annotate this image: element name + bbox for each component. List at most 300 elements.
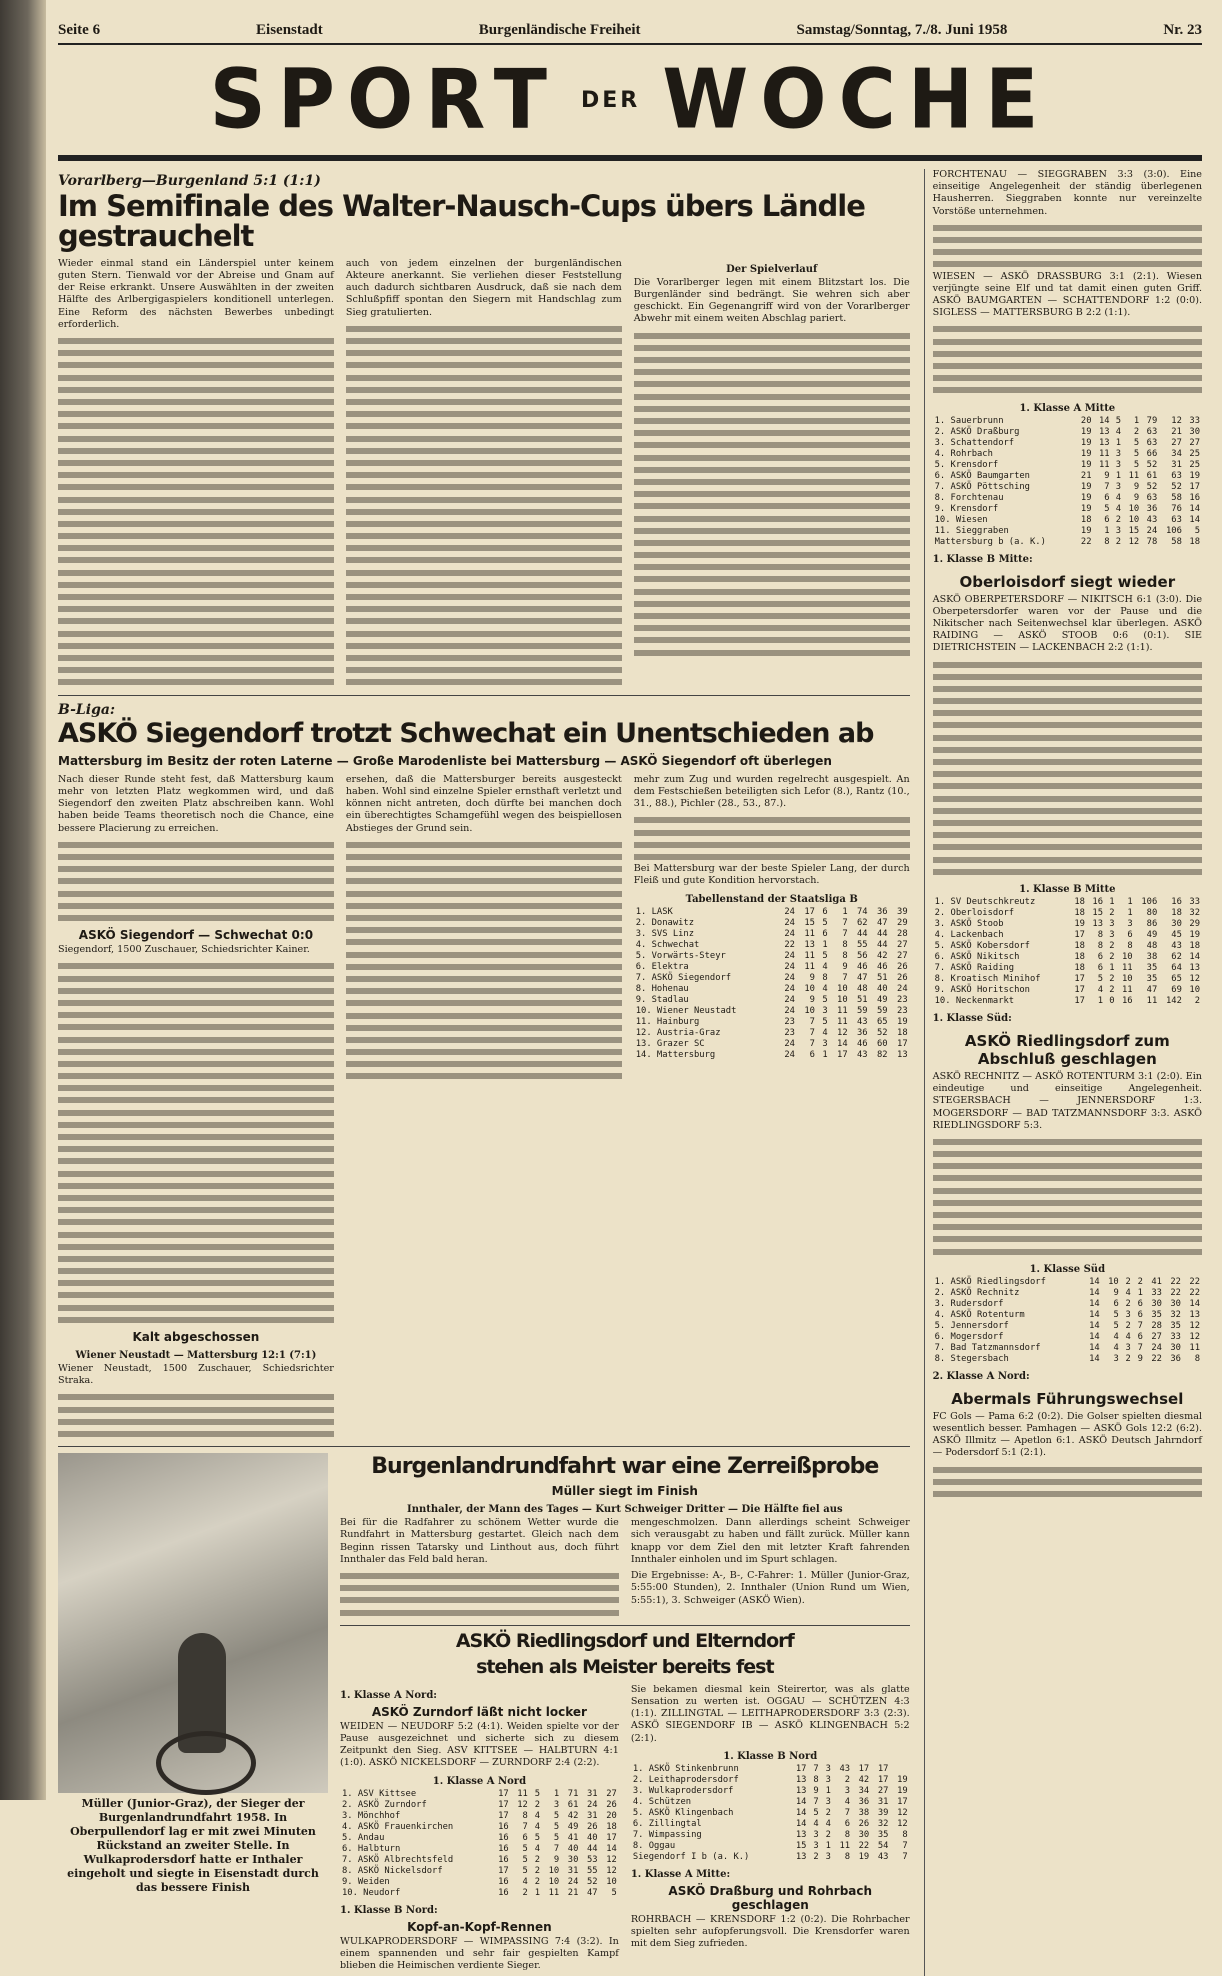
stat-cell: 1 bbox=[822, 939, 828, 950]
rundfahrt-col-1 bbox=[340, 1517, 619, 1619]
an-text: FC Gols — Pama 6:2 (0:2). Die Golser spielten diesmal wesentlich besser. Pamhagen — ASKÖ Gols 12:2 (6:2). ASKÖ Illmitz — Apetlon 6:1. ASKÖ Deutsch Jahrndorf — Podersdorf 5:1 (2:1). bbox=[932, 1410, 1202, 1459]
stat-cell: 21 bbox=[1171, 426, 1182, 437]
stat-cell: 1 bbox=[1127, 907, 1133, 918]
stat-cell: 8 bbox=[1127, 940, 1133, 951]
stat-cell: 22 bbox=[1189, 1287, 1200, 1298]
text-line bbox=[346, 530, 622, 542]
table-row bbox=[634, 995, 910, 1006]
stat-cell: 17 bbox=[498, 1810, 509, 1821]
text-line bbox=[346, 469, 622, 481]
stat-cell: 43 bbox=[857, 1016, 868, 1027]
text-line bbox=[58, 603, 334, 615]
stat-cell: 3 bbox=[825, 1796, 831, 1807]
stat-cell: 2 bbox=[825, 1829, 831, 1840]
bliga-col-3 bbox=[634, 774, 910, 1440]
stat-cell: 1 bbox=[1115, 470, 1122, 481]
text-line bbox=[58, 1168, 334, 1180]
meister-text-1: WEIDEN — NEUDORF 5:2 (4:1). Weiden spielte vor der Pause ausgezeichnet und sicherte sich zu diesem Zeitpunkt den Sieg. ASV KITTSEE — HALBTURN 4:1 (1:0). ASKÖ NICKELSDORF — ZURNDORF 2:4 (2:2). bbox=[340, 1720, 619, 1769]
stat-cell: 5 bbox=[813, 1807, 819, 1818]
stat-cell: 7 bbox=[842, 928, 848, 939]
stat-cell: 14 bbox=[1089, 1287, 1100, 1298]
text-line bbox=[634, 525, 910, 537]
meister-text-2: Sie bekamen diesmal kein Steirertor, was als glatte Sensation zu werten ist. OGGAU — SCHÜTZEN 4:3 (1:1). ZILLINGTAL — LEITHAPRODERSDORF 3:3 (2:3). ASKÖ SIEGENDORF IB — ASKÖ KLINGENBACH 5:2 (2:1). bbox=[630, 1683, 910, 1744]
text-line bbox=[346, 839, 622, 851]
text-line bbox=[58, 1404, 334, 1416]
main-column bbox=[58, 169, 910, 1976]
text-line bbox=[933, 1476, 1202, 1488]
stat-cell: 16 bbox=[498, 1843, 509, 1854]
table-row bbox=[340, 1877, 619, 1888]
sud-text: ASKÖ RECHNITZ — ASKÖ ROTENTURM 3:1 (2:0). Ein eindeutige und einseitige Angelegenheit. STEGERSBACH — JENNERSDORF 1:3. MOGERSDORF — BAD TATZMANNSDORF 3:3. ASKÖ RIEDLINGSDORF 5:3. bbox=[932, 1070, 1202, 1131]
stat-cell: 11 bbox=[804, 950, 815, 961]
stat-cell: 12 bbox=[606, 1865, 617, 1876]
stat-cell: 11 bbox=[1146, 995, 1158, 1006]
city: Eisenstadt bbox=[256, 22, 323, 38]
text-line bbox=[634, 827, 910, 839]
stat-cell: 3 bbox=[844, 1785, 851, 1796]
stat-cell: 10 bbox=[1128, 503, 1140, 514]
stat-cell: 60 bbox=[876, 1038, 888, 1049]
text-line bbox=[634, 598, 910, 610]
stat-cell: 17 bbox=[1074, 973, 1085, 984]
text-line bbox=[346, 591, 622, 603]
text-line bbox=[58, 863, 334, 875]
stat-cell: 9 bbox=[1113, 1287, 1119, 1298]
text-line bbox=[58, 384, 334, 396]
stat-cell: 63 bbox=[1146, 426, 1158, 437]
stat-cell: 66 bbox=[1146, 448, 1158, 459]
stat-cell: 16 bbox=[498, 1887, 509, 1898]
table-row bbox=[933, 974, 1202, 985]
stat-cell: 22 bbox=[858, 1840, 870, 1851]
bliga-article bbox=[58, 702, 910, 1441]
stat-cell: 19 bbox=[897, 1785, 908, 1796]
team-name: 9. ASKÖ Horitschon bbox=[934, 984, 1030, 995]
text-line bbox=[346, 851, 622, 863]
stat-cell: 10 bbox=[606, 1876, 617, 1887]
stat-cell: 6 bbox=[809, 1049, 815, 1060]
text-line bbox=[58, 1428, 334, 1440]
team-name: 10. Neudorf bbox=[342, 1887, 401, 1898]
stat-cell: 17 bbox=[804, 906, 815, 917]
team-name: 4. Rohrbach bbox=[934, 448, 993, 459]
stat-cell: 42 bbox=[567, 1810, 579, 1821]
team-name: 6. Zillingtal bbox=[632, 1818, 702, 1829]
stat-cell: 2 bbox=[1109, 973, 1115, 984]
stat-cell: 24 bbox=[784, 928, 795, 939]
text-line bbox=[346, 433, 622, 445]
text-line bbox=[58, 506, 334, 518]
text-line bbox=[634, 378, 910, 390]
stat-cell: 71 bbox=[567, 1788, 579, 1799]
text-line bbox=[346, 628, 622, 640]
side-column bbox=[924, 169, 1202, 1976]
text-line bbox=[933, 866, 1202, 878]
text-line bbox=[346, 372, 622, 384]
stat-cell: 8 bbox=[1097, 940, 1104, 951]
stat-cell: 17 bbox=[877, 1774, 889, 1785]
text-line bbox=[634, 488, 910, 500]
text-line bbox=[58, 1082, 334, 1094]
table-row bbox=[340, 1800, 619, 1811]
text-line bbox=[346, 997, 622, 1009]
bicycle-wheel bbox=[156, 1731, 256, 1795]
stat-cell: 3 bbox=[1115, 459, 1122, 470]
stat-cell: 2 bbox=[1125, 1353, 1131, 1364]
stat-cell: 2 bbox=[1125, 1298, 1131, 1309]
table-row bbox=[631, 1830, 910, 1841]
stat-cell: 14 bbox=[1089, 1320, 1100, 1331]
text-line bbox=[346, 615, 622, 627]
stat-cell: 11 bbox=[1122, 962, 1133, 973]
bliga-kicker: B-Liga: bbox=[58, 701, 116, 718]
text-line bbox=[58, 652, 334, 664]
stat-cell: 30 bbox=[567, 1854, 579, 1865]
stat-cell: 40 bbox=[876, 983, 888, 994]
text-line bbox=[634, 647, 910, 659]
stat-cell: 5 bbox=[553, 1810, 560, 1821]
text-line bbox=[346, 567, 622, 579]
text-line bbox=[58, 1180, 334, 1192]
text-line bbox=[58, 628, 334, 640]
klasse-a-mitte-table bbox=[933, 416, 1202, 548]
table-row bbox=[340, 1789, 619, 1800]
stat-cell: 2 bbox=[1137, 1276, 1143, 1287]
team-name: 3. ASKÖ Stoob bbox=[934, 918, 1004, 929]
team-name: 2. ASKÖ Rechnitz bbox=[934, 1287, 1020, 1298]
text-line bbox=[58, 469, 334, 481]
text-line bbox=[346, 640, 622, 652]
team-name: 5. Vorwärts-Steyr bbox=[635, 950, 726, 961]
stat-cell: 40 bbox=[586, 1832, 598, 1843]
stat-cell: 35 bbox=[877, 1829, 889, 1840]
text-line bbox=[58, 1277, 334, 1289]
stat-cell: 4 bbox=[1125, 1287, 1131, 1298]
game2-sub: Wiener Neustadt — Mattersburg 12:1 (7:1) bbox=[75, 1350, 317, 1362]
stat-cell: 8 bbox=[822, 972, 828, 983]
stat-cell: 14 bbox=[1098, 415, 1110, 426]
text-line bbox=[58, 912, 334, 924]
stat-cell: 54 bbox=[877, 1840, 889, 1851]
stat-cell: 5 bbox=[822, 917, 828, 928]
text-line bbox=[58, 372, 334, 384]
stat-cell: 106 bbox=[1166, 525, 1182, 536]
table-row bbox=[631, 1764, 910, 1775]
stat-cell: 7 bbox=[809, 1038, 815, 1049]
klasse-a-nord-table bbox=[340, 1789, 619, 1899]
stat-cell: 15 bbox=[795, 1840, 807, 1851]
stat-cell: 10 bbox=[837, 994, 848, 1005]
table-bm-title: 1. Klasse B Mitte bbox=[1019, 883, 1116, 895]
stat-cell: 2 bbox=[825, 1807, 831, 1818]
stat-cell: 19 bbox=[897, 1016, 908, 1027]
stat-cell: 43 bbox=[877, 1851, 889, 1862]
table-row bbox=[933, 1332, 1202, 1343]
divider bbox=[58, 695, 910, 696]
stat-cell: 35 bbox=[1146, 973, 1158, 984]
stat-cell: 4 bbox=[534, 1843, 541, 1854]
stat-cell: 36 bbox=[1170, 1353, 1181, 1364]
team-name: 9. Krensdorf bbox=[934, 503, 999, 514]
stat-cell: 2 bbox=[1109, 951, 1115, 962]
team-name: 6. Elektra bbox=[635, 961, 689, 972]
text-line bbox=[58, 973, 334, 985]
stat-cell: 44 bbox=[586, 1843, 598, 1854]
stat-cell: 14 bbox=[1189, 514, 1200, 525]
stat-cell: 4 bbox=[822, 1027, 828, 1038]
text-line bbox=[634, 439, 910, 451]
team-name: 1. ASKÖ Stinkenbrunn bbox=[632, 1763, 739, 1774]
stat-cell: 26 bbox=[606, 1799, 617, 1810]
klasse-sud-table bbox=[933, 1277, 1202, 1365]
text-line bbox=[933, 258, 1202, 270]
bliga-headline: ASKÖ Siegendorf trotzt Schwechat ein Unentschieden ab bbox=[58, 717, 874, 749]
stat-cell: 6 bbox=[1127, 929, 1133, 940]
team-name: 8. ASKÖ Nickelsdorf bbox=[342, 1865, 443, 1876]
text-line bbox=[58, 1143, 334, 1155]
stat-cell: 5 bbox=[1113, 1320, 1119, 1331]
text-line bbox=[58, 408, 334, 420]
text-line bbox=[346, 1058, 622, 1070]
stat-cell: 12 bbox=[897, 1807, 908, 1818]
team-name: 5. ASKÖ Klingenbach bbox=[632, 1807, 734, 1818]
stat-cell: 47 bbox=[586, 1887, 598, 1898]
stat-cell: 8 bbox=[1097, 929, 1104, 940]
stat-cell: 51 bbox=[876, 972, 888, 983]
table-row bbox=[340, 1811, 619, 1822]
stat-cell: 34 bbox=[858, 1785, 870, 1796]
stat-cell: 30 bbox=[858, 1829, 870, 1840]
stat-cell: 33 bbox=[1189, 415, 1200, 426]
stat-cell: 2 bbox=[1115, 536, 1122, 547]
text-line bbox=[58, 396, 334, 408]
stat-cell: 142 bbox=[1166, 995, 1182, 1006]
stat-cell: 1 bbox=[822, 1049, 828, 1060]
team-name: 6. ASKÖ Baumgarten bbox=[934, 470, 1030, 481]
stat-cell: 14 bbox=[1089, 1309, 1100, 1320]
stat-cell: 16 bbox=[498, 1832, 509, 1843]
text-line bbox=[346, 335, 622, 347]
text-line bbox=[933, 719, 1202, 731]
stat-cell: 22 bbox=[1151, 1353, 1162, 1364]
stat-cell: 7 bbox=[809, 1027, 815, 1038]
binding-spine bbox=[0, 0, 46, 1800]
game2-title: Kalt abgeschossen bbox=[132, 1330, 260, 1345]
team-name: 7. ASKÖ Raiding bbox=[934, 962, 1015, 973]
team-name: 3. Schattendorf bbox=[934, 437, 1015, 448]
banner-der: DER bbox=[581, 87, 641, 113]
text-line bbox=[346, 481, 622, 493]
stat-cell: 17 bbox=[897, 1038, 908, 1049]
stat-cell: 11 bbox=[1128, 470, 1140, 481]
stat-cell: 21 bbox=[567, 1887, 579, 1898]
table-row bbox=[933, 482, 1202, 493]
table-row bbox=[634, 1050, 910, 1061]
text-line bbox=[933, 222, 1202, 234]
stat-cell: 47 bbox=[857, 972, 868, 983]
table-row bbox=[933, 1321, 1202, 1332]
stat-cell: 9 bbox=[1104, 470, 1110, 481]
team-name: 3. SVS Linz bbox=[635, 928, 695, 939]
table-row bbox=[933, 985, 1202, 996]
team-name: 2. ASKÖ Zurndorf bbox=[342, 1799, 427, 1810]
text-line bbox=[58, 579, 334, 591]
text-line bbox=[58, 1253, 334, 1265]
text-line bbox=[634, 403, 910, 415]
text-line bbox=[933, 695, 1202, 707]
stat-cell: 11 bbox=[804, 961, 815, 972]
text-line bbox=[58, 481, 334, 493]
stat-cell: 22 bbox=[1170, 1276, 1181, 1287]
text-line bbox=[58, 347, 334, 359]
issue-number: Nr. 23 bbox=[1163, 22, 1202, 38]
table-row bbox=[933, 471, 1202, 482]
stat-cell: 5 bbox=[1097, 973, 1104, 984]
stat-cell: 36 bbox=[858, 1796, 870, 1807]
bliga-text-3b: Bei Mattersburg war der beste Spieler Lang, der durch Fleiß und gute Kondition hervorstach. bbox=[633, 863, 910, 887]
stat-cell: 63 bbox=[1171, 514, 1182, 525]
stat-cell: 8 bbox=[902, 1829, 908, 1840]
stat-cell: 18 bbox=[1074, 896, 1085, 907]
team-name: 2. Oberloisdorf bbox=[934, 907, 1015, 918]
stat-cell: 80 bbox=[1146, 907, 1158, 918]
bliga-subhead: Mattersburg im Besitz der roten Laterne — Große Marodenliste bei Mattersburg — ASKÖ Siegendorf oft überlegen bbox=[58, 753, 832, 768]
table-row bbox=[631, 1775, 910, 1786]
page-number: Seite 6 bbox=[58, 22, 101, 38]
stat-cell: 3 bbox=[1109, 929, 1115, 940]
stat-cell: 29 bbox=[897, 917, 908, 928]
stat-cell: 24 bbox=[784, 972, 795, 983]
stat-cell: 49 bbox=[1146, 929, 1158, 940]
table-row bbox=[634, 1006, 910, 1017]
stat-cell: 62 bbox=[1171, 951, 1182, 962]
team-name: 4. Lackenbach bbox=[934, 929, 1004, 940]
stat-cell: 6 bbox=[1097, 951, 1104, 962]
banner-woche: WOCHE bbox=[662, 52, 1051, 148]
stat-cell: 5 bbox=[522, 1854, 528, 1865]
stat-cell: 31 bbox=[1171, 459, 1182, 470]
table-row bbox=[933, 493, 1202, 504]
text-line bbox=[933, 1246, 1202, 1258]
table-row bbox=[933, 1277, 1202, 1288]
stat-cell: 5 bbox=[611, 1887, 617, 1898]
stat-cell: 35 bbox=[1170, 1320, 1181, 1331]
table-row bbox=[340, 1833, 619, 1844]
stat-cell: 2 bbox=[1115, 514, 1122, 525]
meister-headline-1: ASKÖ Riedlingsdorf und Elterndorf bbox=[455, 1629, 794, 1652]
stat-cell: 31 bbox=[567, 1865, 579, 1876]
an-label: 2. Klasse A Nord: bbox=[932, 1370, 1030, 1382]
stat-cell: 17 bbox=[498, 1788, 509, 1799]
text-line bbox=[933, 817, 1202, 829]
stat-cell: 6 bbox=[1104, 492, 1110, 503]
lead-text-2: auch von jedem einzelnen der burgenländischen Akteure anerkannt. Sie verliehen dieser Feststellung auch dadurch sichtbaren Ausdruck, daß sie nach dem Schlußpfiff spontan den Siegern mit Handschlag zum Sieg gratulierten. bbox=[345, 257, 622, 318]
stat-cell: 2 bbox=[1133, 426, 1140, 437]
stat-cell: 34 bbox=[1171, 448, 1182, 459]
stat-cell: 7 bbox=[1137, 1342, 1143, 1353]
text-line bbox=[58, 433, 334, 445]
stat-cell: 24 bbox=[586, 1799, 598, 1810]
stat-cell: 43 bbox=[1171, 940, 1182, 951]
text-line bbox=[933, 1185, 1202, 1197]
stat-cell: 20 bbox=[606, 1810, 617, 1821]
table-row bbox=[933, 515, 1202, 526]
stat-cell: 10 bbox=[1128, 514, 1140, 525]
stat-cell: 2 bbox=[534, 1865, 541, 1876]
stat-cell: 19 bbox=[1074, 918, 1085, 929]
text-line bbox=[58, 494, 334, 506]
stat-cell: 2 bbox=[1194, 995, 1200, 1006]
stat-cell: 21 bbox=[1080, 470, 1092, 481]
team-name: 2. Leithaprodersdorf bbox=[632, 1774, 739, 1785]
stat-cell: 17 bbox=[606, 1832, 617, 1843]
text-line bbox=[933, 246, 1202, 258]
text-line bbox=[933, 1488, 1202, 1500]
text-line bbox=[58, 457, 334, 469]
stat-cell: 26 bbox=[858, 1818, 870, 1829]
stat-cell: 19 bbox=[1080, 448, 1092, 459]
kopf-title: Kopf-an-Kopf-Rennen bbox=[407, 1919, 552, 1934]
stat-cell: 9 bbox=[1133, 492, 1140, 503]
stat-cell: 3 bbox=[825, 1851, 831, 1862]
stat-cell: 24 bbox=[784, 1038, 795, 1049]
stat-cell: 24 bbox=[784, 961, 795, 972]
rundfahrt-headline: Burgenlandrundfahrt war eine Zerreißprobe bbox=[371, 1454, 879, 1480]
stat-cell: 7 bbox=[813, 1763, 819, 1774]
text-line bbox=[58, 997, 334, 1009]
text-line bbox=[58, 888, 334, 900]
table-row bbox=[933, 526, 1202, 537]
stat-cell: 30 bbox=[1171, 918, 1182, 929]
text-line bbox=[933, 1160, 1202, 1172]
klasse-a-nord-label: 1. Klasse A Nord: bbox=[340, 1689, 437, 1701]
stat-cell: 3 bbox=[825, 1774, 831, 1785]
stat-cell: 12 bbox=[606, 1854, 617, 1865]
stat-cell: 23 bbox=[897, 994, 908, 1005]
table-row bbox=[933, 1343, 1202, 1354]
stat-cell: 7 bbox=[522, 1821, 528, 1832]
stat-cell: 1 bbox=[1104, 525, 1110, 536]
team-name: 5. Krensdorf bbox=[934, 459, 999, 470]
text-line bbox=[58, 839, 334, 851]
team-name: 6. ASKÖ Nikitsch bbox=[934, 951, 1020, 962]
text-line bbox=[58, 554, 334, 566]
stat-cell: 28 bbox=[1151, 1320, 1162, 1331]
text-line bbox=[634, 573, 910, 585]
stat-cell: 32 bbox=[1189, 907, 1200, 918]
stat-cell: 5 bbox=[1104, 503, 1110, 514]
table-row bbox=[933, 908, 1202, 919]
stat-cell: 78 bbox=[1146, 536, 1158, 547]
stat-cell: 9 bbox=[842, 961, 848, 972]
team-name: 13. Grazer SC bbox=[635, 1038, 705, 1049]
team-name: 4. ASKÖ Rotenturm bbox=[934, 1309, 1025, 1320]
table-row bbox=[933, 449, 1202, 460]
text-line bbox=[346, 912, 622, 924]
stat-cell: 1 bbox=[1109, 962, 1115, 973]
stat-cell: 5 bbox=[1133, 459, 1140, 470]
text-line bbox=[933, 336, 1202, 348]
stat-cell: 4 bbox=[1115, 503, 1122, 514]
text-line bbox=[346, 1070, 622, 1082]
stat-cell: 58 bbox=[1171, 492, 1182, 503]
text-line bbox=[933, 671, 1202, 683]
text-line bbox=[634, 354, 910, 366]
stat-cell: 22 bbox=[1189, 1276, 1200, 1287]
text-line bbox=[346, 384, 622, 396]
stat-cell: 3 bbox=[1127, 918, 1133, 929]
team-name: 6. Mogersdorf bbox=[934, 1331, 1004, 1342]
